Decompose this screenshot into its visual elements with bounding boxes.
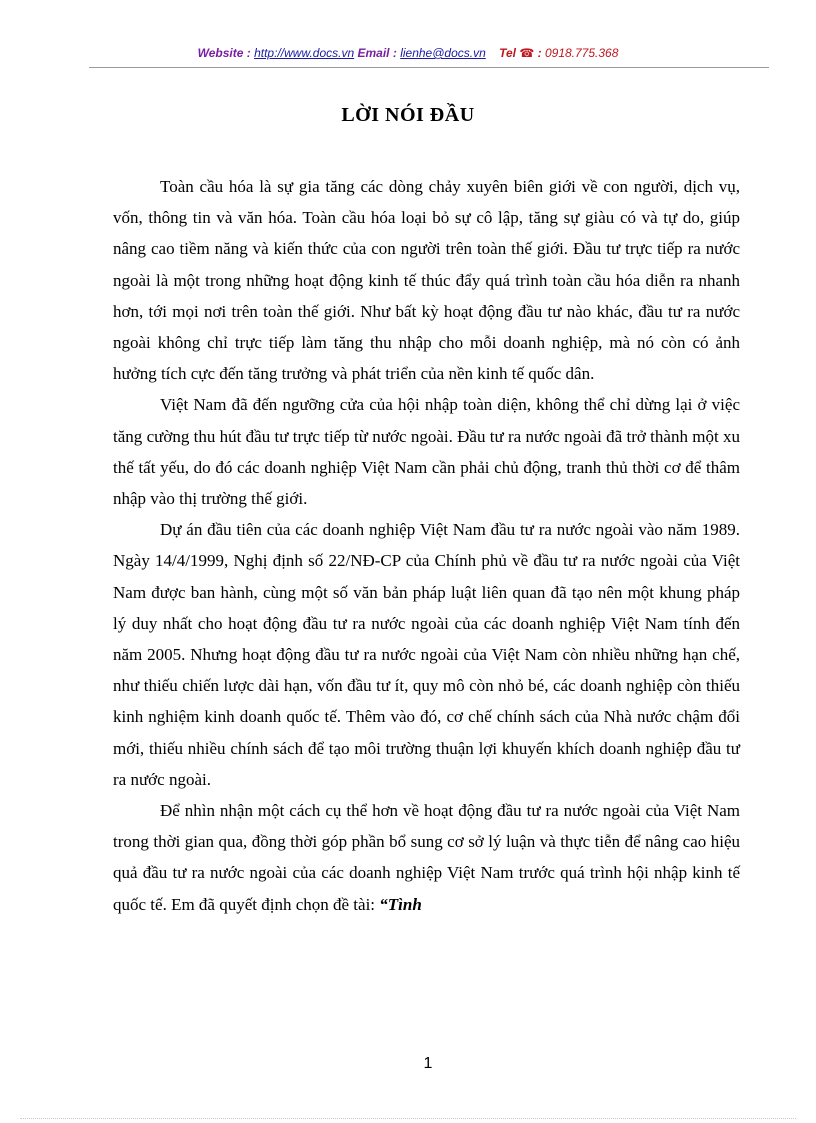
page-bottom-divider bbox=[20, 1118, 796, 1119]
email-label: Email : bbox=[357, 46, 397, 60]
paragraph-2: Việt Nam đã đến ngưỡng cửa của hội nhập toàn diện, không thể chỉ dừng lại ở việc tăng cường thu hút đầu tư trực tiếp từ nước ngoài. Đầu tư ra nước ngoài đã trở thành một xu thế tất yếu, do đó các doanh nghiệp Việt Nam cần phải chủ động, tranh thủ thời cơ để thâm nhập vào thị trường thế giới. bbox=[113, 395, 740, 509]
header-divider bbox=[89, 67, 769, 68]
paragraph-4-text: Để nhìn nhận một cách cụ thể hơn về hoạt động đầu tư ra nước ngoài của Việt Nam trong thời gian qua, đồng thời góp phần bổ sung cơ sở lý luận và thực tiễn để nâng cao hiệu quả đầu tư ra nước ngoài của các doanh nghiệp Việt Nam trước quá trình hội nhập kinh tế quốc tế. Em đã quyết định chọn đề tài: bbox=[113, 801, 740, 914]
email-link[interactable]: lienhe@docs.vn bbox=[400, 46, 486, 60]
document-title: LỜI NÓI ĐẦU bbox=[341, 104, 475, 126]
topic-title-start: “Tình bbox=[379, 894, 422, 914]
phone-number: 0918.775.368 bbox=[544, 46, 619, 60]
page-number: 1 bbox=[423, 1055, 433, 1072]
document-body bbox=[113, 171, 740, 920]
paragraph-4 bbox=[113, 795, 740, 920]
paragraph-3: Dự án đầu tiên của các doanh nghiệp Việt Nam đầu tư ra nước ngoài vào năm 1989. Ngày 14/4/1999, Nghị định số 22/NĐ-CP của Chính phủ về đầu tư ra nước ngoài của Việt Nam được ban hành, cùng một số văn bản pháp luật liên quan đã tạo nên một khung pháp lý duy nhất cho hoạt động đầu tư ra nước ngoài của các doanh nghiệp Việt Nam tính đến năm 2005. Nhưng hoạt động đầu tư ra nước ngoài của Việt Nam còn nhiều những hạn chế, như thiếu chiến lược dài hạn, vốn đầu tư ít, quy mô còn nhỏ bé, các doanh nghiệp còn thiếu kinh nghiệm kinh doanh quốc tế. Thêm vào đó, cơ chế chính sách của Nhà nước chậm đổi mới, thiếu nhiều chính sách để tạo môi trường thuận lợi khuyến khích doanh nghiệp đầu tư ra nước ngoài. bbox=[113, 520, 740, 789]
tel-label: Tel ☎ : bbox=[499, 46, 542, 60]
website-label: Website : bbox=[197, 46, 251, 60]
website-link[interactable]: http://www.docs.vn bbox=[254, 46, 355, 60]
paragraph-1: Toàn cầu hóa là sự gia tăng các dòng chảy xuyên biên giới về con người, dịch vụ, vốn, thông tin và văn hóa. Toàn cầu hóa loại bỏ sự cô lập, tăng sự giàu có và tự do, giúp nâng cao tiềm năng và kiến thức của con người trên toàn thế giới. Đầu tư trực tiếp ra nước ngoài là một trong những hoạt động kinh tế thúc đẩy quá trình toàn cầu hóa diễn ra nhanh hơn, tới mọi nơi trên toàn thế giới. Như bất kỳ hoạt động đầu tư nào khác, đầu tư ra nước ngoài không chỉ trực tiếp làm tăng thu nhập cho mỗi doanh nghiệp, mà nó còn có ảnh hưởng tích cực đến tăng trưởng và phát triển của nền kinh tế quốc dân. bbox=[113, 177, 740, 384]
page-header bbox=[0, 46, 816, 60]
